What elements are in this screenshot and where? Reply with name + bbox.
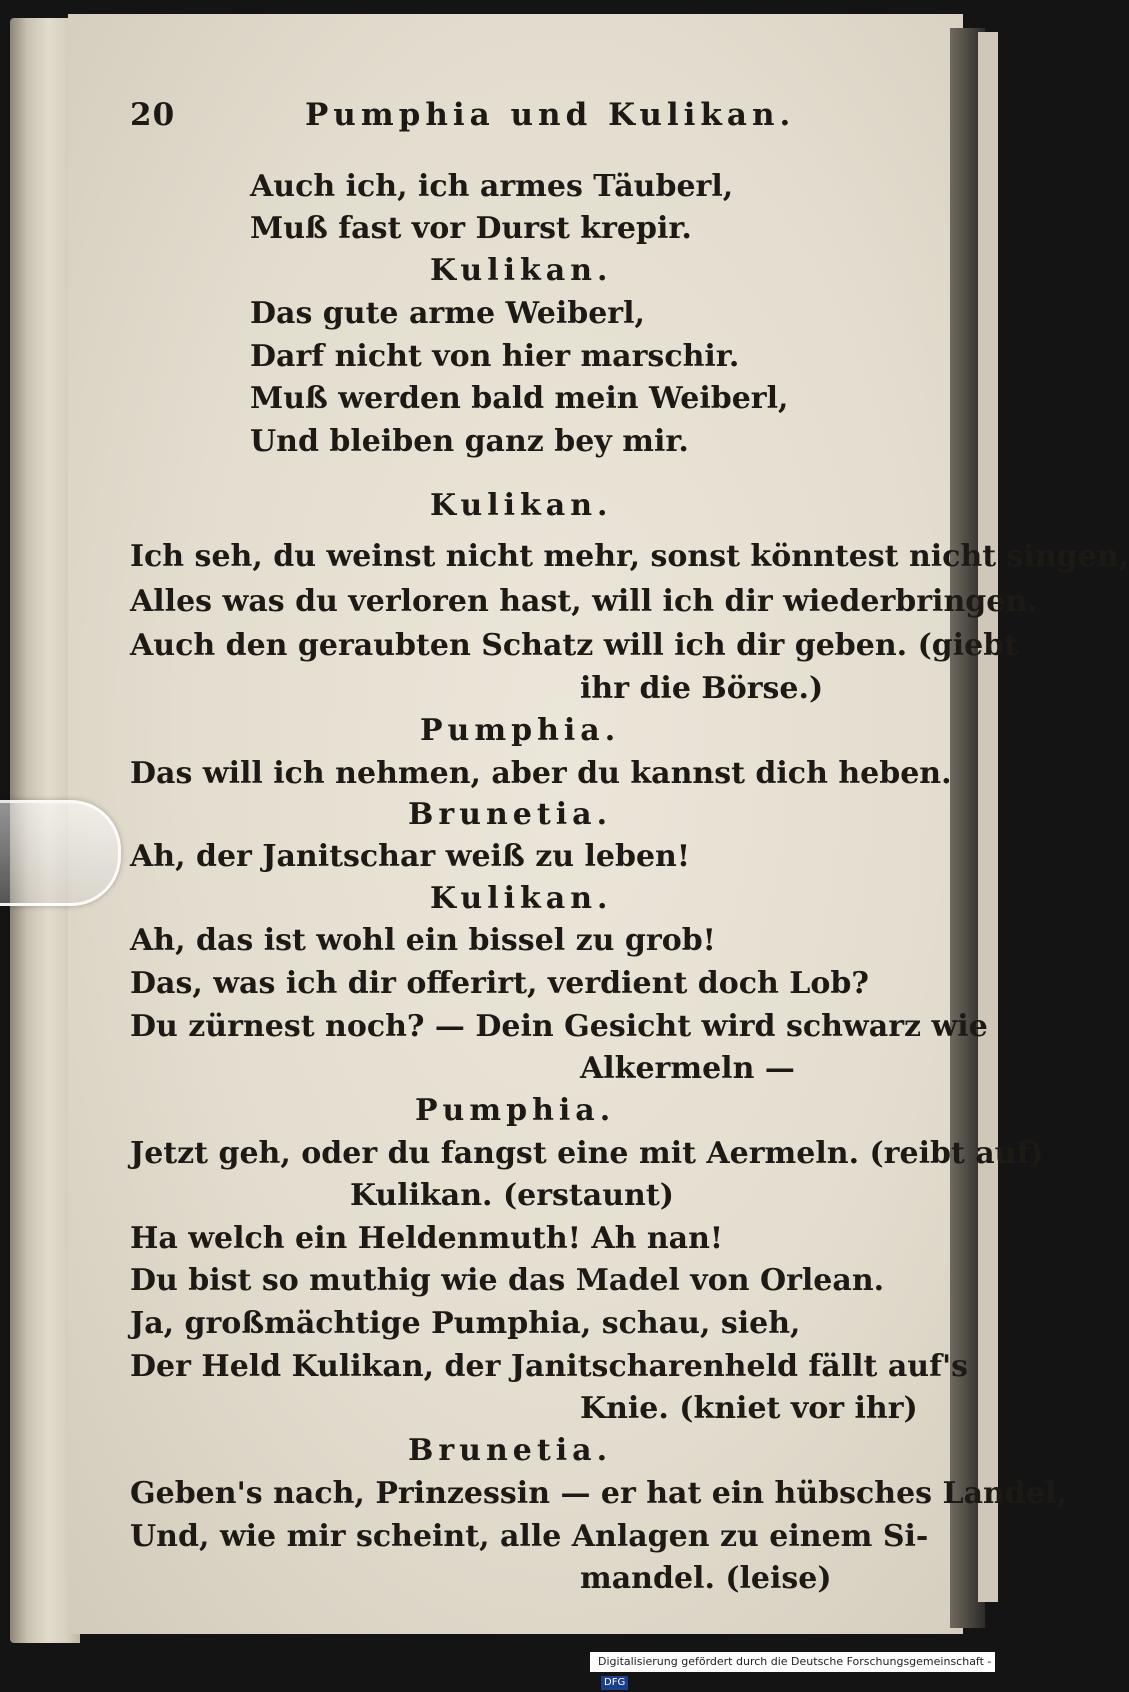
credit-text: Digitalisierung gefördert durch die Deutsche Forschungsgemeinschaft -	[598, 1655, 992, 1668]
text-line: Kulikan. (erstaunt)	[350, 1178, 674, 1213]
text-line: Der Held Kulikan, der Janitscharenheld fällt auf's	[130, 1349, 969, 1384]
digitization-credit	[590, 1652, 995, 1688]
text-line: Knie. (kniet vor ihr)	[580, 1391, 918, 1426]
facing-page-edge	[978, 32, 998, 1602]
text-line: Und, wie mir scheint, alle Anlagen zu einem Si-	[130, 1519, 929, 1554]
speaker-name: Kulikan.	[430, 881, 613, 916]
text-line: Geben's nach, Prinzessin — er hat ein hübsches Landel,	[130, 1476, 1067, 1511]
speaker-name: Kulikan.	[430, 488, 613, 523]
text-line: Ha welch ein Heldenmuth! Ah nan!	[130, 1221, 724, 1256]
text-line: Auch ich, ich armes Täuberl,	[250, 169, 734, 204]
text-line: Ja, großmächtige Pumphia, schau, sieh,	[130, 1306, 801, 1341]
speaker-name: Brunetia.	[408, 797, 613, 832]
text-line: Das gute arme Weiberl,	[250, 296, 645, 331]
text-line: mandel. (leise)	[580, 1561, 832, 1596]
text-line: Das, was ich dir offerirt, verdient doch Lob?	[130, 966, 869, 1001]
text-line: Ah, das ist wohl ein bissel zu grob!	[130, 923, 716, 958]
text-line: Und bleiben ganz bey mir.	[250, 424, 689, 459]
text-line: Muß werden bald mein Weiberl,	[250, 381, 789, 416]
text-line: Auch den geraubten Schatz will ich dir geben. (giebt	[130, 628, 1019, 663]
text-line: Darf nicht von hier marschir.	[250, 339, 740, 374]
running-title: Pumphia und Kulikan.	[305, 97, 796, 133]
speaker-name: Pumphia.	[420, 713, 621, 748]
text-line: Du zürnest noch? — Dein Gesicht wird schwarz wie	[130, 1009, 988, 1044]
text-line: Ich seh, du weinst nicht mehr, sonst könntest nicht singen,	[130, 539, 1129, 574]
text-line: ihr die Börse.)	[580, 671, 824, 706]
speaker-name: Pumphia.	[415, 1093, 616, 1128]
text-line: Ah, der Janitschar weiß zu leben!	[130, 839, 691, 874]
text-line: Muß fast vor Durst krepir.	[250, 211, 692, 246]
page-number: 20	[130, 97, 176, 133]
dfg-logo: DFG	[601, 1676, 628, 1690]
speaker-name: Kulikan.	[430, 253, 613, 288]
speaker-name: Brunetia.	[408, 1433, 613, 1468]
text-line: Das will ich nehmen, aber du kannst dich heben.	[130, 756, 952, 791]
text-line: Alles was du verloren hast, will ich dir wiederbringen.	[130, 584, 1038, 619]
text-line: Alkermeln —	[580, 1051, 795, 1086]
text-line: Jetzt geh, oder du fangst eine mit Aermeln. (reibt auf)	[130, 1136, 1044, 1171]
page-clip-holder	[0, 800, 121, 906]
text-line: Du bist so muthig wie das Madel von Orlean.	[130, 1263, 885, 1298]
